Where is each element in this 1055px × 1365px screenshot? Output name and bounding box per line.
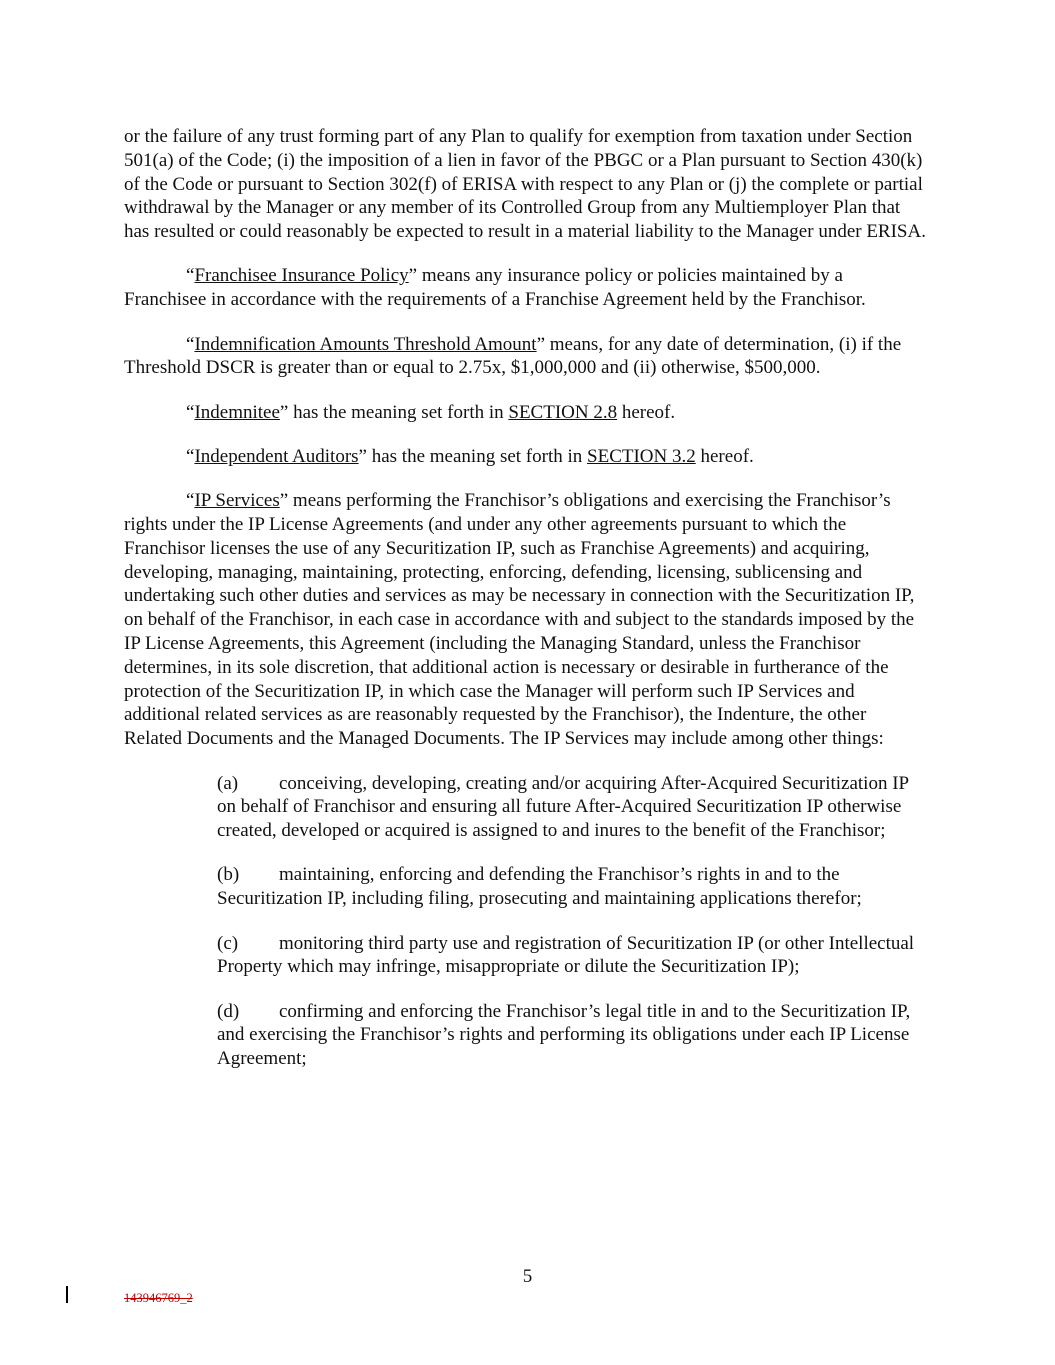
list-item-label: (d): [217, 1000, 240, 1022]
document-id: 143946769_2: [124, 1291, 193, 1305]
list-item-text: confirming and enforcing the Franchisor’s legal title in and to the Securitization IP, and exercising the Franchisor’s rights and performing its obligations under each IP License Agreement;: [217, 1000, 911, 1070]
definition-text: hereof.: [695, 445, 754, 467]
list-item-label: (c): [217, 932, 239, 954]
definition-text: ” has the meaning set forth in: [358, 445, 588, 467]
list-item-text: monitoring third party use and registration of Securitization IP (or other Intellectual Property which may infringe, misappropriate or dilute the Securitization IP);: [217, 932, 915, 978]
list-item-a: [124, 772, 929, 843]
paragraph-erisa-continuation: or the failure of any trust forming part of any Plan to qualify for exemption from taxation under Section 501(a) of the Code; (i) the imposition of a lien in favor of the PBGC or a Plan pursuant to Section 430(k) of the Code or pursuant to Section 302(f) of ERISA with respect to any Plan or (j) the complete or partial withdrawal by the Manager or any member of its Controlled Group from any Multiemployer Plan that has resulted or could reasonably be expected to result in a material liability to the Manager under ERISA.: [124, 126, 926, 243]
definition-ip-services: “IP Services” means performing the Franchisor’s obligations and exercising the Franchisor’s rights under the IP License Agreements (and under any other agreements pursuant to which the Franchisor licenses the use of any Securitization IP, such as Franchise Agreements) and acquiring, developing, managing, maintaining, protecting, enforcing, defending, licensing, sublicensing and undertaking such other duties and services as may be necessary in connection with the Securitization IP, on behalf of the Franchisor, in each case in accordance with and subject to the standards imposed by the IP License Agreements, this Agreement (including the Managing Standard, unless the Franchisor determines, in its sole discretion, that additional action is necessary or desirable in furtherance of the protection of the Securitization IP, in which case the Manager will perform such IP Services and additional related services as are reasonably requested by the Franchisor), the Indenture, the other Related Documents and the Managed Documents. The IP Services may include among other things:: [124, 490, 915, 750]
list-item-label: (b): [217, 864, 240, 886]
definition-text: ” has the meaning set forth in: [279, 401, 509, 423]
definition-text: ” means, for any date of determination, (i) if the Threshold DSCR is greater than or equal to 2.75x, $1,000,000 and (ii) otherwise, $500,000.: [124, 333, 902, 379]
revision-change-bar: [66, 1286, 68, 1303]
section-reference: SECTION 3.2: [587, 445, 696, 467]
list-item-c: [124, 932, 929, 980]
defined-term: IP Services: [194, 490, 280, 512]
definition-indemnification-threshold: “Indemnification Amounts Threshold Amount” means, for any date of determination, (i) if the Threshold DSCR is greater than or equal to 2.75x, $1,000,000 and (ii) otherwise, $500,000.: [124, 333, 902, 379]
definition-independent-auditors: “Independent Auditors” has the meaning set forth in SECTION 3.2 hereof.: [186, 445, 754, 467]
definition-text: ” means performing the Franchisor’s obligations and exercising the Franchisor’s rights under the IP License Agreements (and under any other agreements pursuant to which the Franchisor licenses the use of any Securitization IP, such as Franchise Agreements) and acquiring, developing, managing, maintaining, protecting, enforcing, defending, licensing, sublicensing and undertaking such other duties and services as may be necessary in connection with the Securitization IP, on behalf of the Franchisor, in each case in accordance with and subject to the standards imposed by the IP License Agreements, this Agreement (including the Managing Standard, unless the Franchisor determines, in its sole discretion, that additional action is necessary or desirable in furtherance of the protection of the Securitization IP, in which case the Manager will perform such IP Services and additional related services as are reasonably requested by the Franchisor), the Indenture, the other Related Documents and the Managed Documents. The IP Services may include among other things:: [124, 490, 915, 750]
list-item-label: (a): [217, 772, 239, 794]
list-item-text: maintaining, enforcing and defending the Franchisor’s rights in and to the Securitization IP, including filing, prosecuting and maintaining applications therefor;: [217, 864, 862, 910]
defined-term: Independent Auditors: [194, 445, 359, 467]
definition-franchisee-insurance-policy: “Franchisee Insurance Policy” means any insurance policy or policies maintained by a Franchisee in accordance with the requirements of a Franchise Agreement held by the Franchisor.: [124, 265, 866, 311]
definition-text: ” means any insurance policy or policies maintained by a Franchisee in accordance with the requirements of a Franchise Agreement held by the Franchisor.: [124, 265, 866, 311]
defined-term: Indemnitee: [194, 401, 280, 423]
defined-term: Franchisee Insurance Policy: [194, 265, 409, 287]
page-number: 5: [522, 1266, 533, 1287]
list-item-text: conceiving, developing, creating and/or acquiring After-Acquired Securitization IP on behalf of Franchisor and ensuring all future After-Acquired Securitization IP otherwise created, developed or acquired is assigned to and inures to the benefit of the Franchisor;: [217, 772, 909, 842]
document-body: [124, 125, 929, 1092]
defined-term: Indemnification Amounts Threshold Amount: [194, 333, 537, 355]
list-item-d: [124, 1000, 929, 1071]
definition-indemnitee: “Indemnitee” has the meaning set forth in SECTION 2.8 hereof.: [186, 401, 676, 423]
section-reference: SECTION 2.8: [508, 401, 618, 423]
list-item-b: [124, 863, 929, 911]
definition-text: hereof.: [617, 401, 676, 423]
